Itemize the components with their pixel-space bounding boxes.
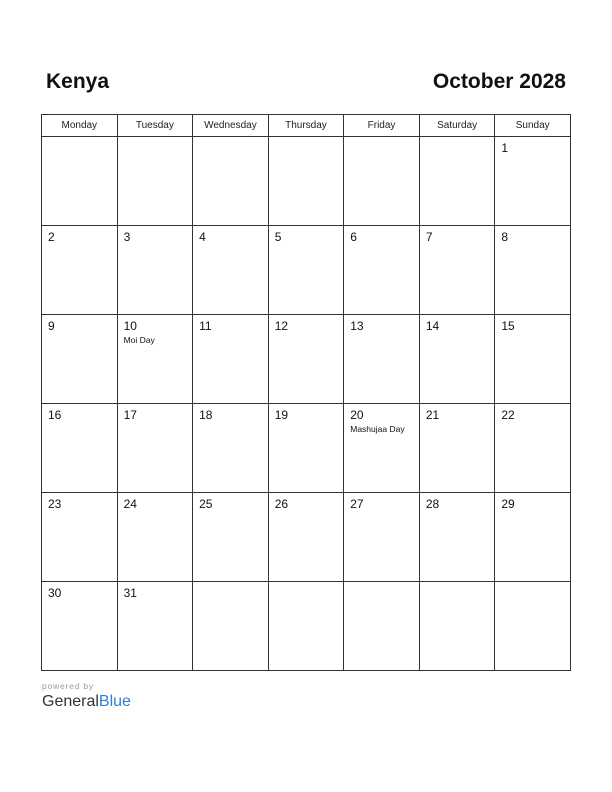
weekday-friday: Friday — [344, 115, 420, 137]
day-number: 7 — [425, 230, 433, 244]
empty-day-cell — [42, 137, 118, 226]
day-cell — [193, 226, 269, 315]
day-number: 26 — [274, 497, 289, 511]
weekday-monday: Monday — [42, 115, 118, 137]
day-number: 20 — [350, 408, 364, 422]
day-number: 6 — [350, 230, 357, 244]
weekday-header-row — [42, 115, 571, 137]
day-cell — [344, 315, 420, 404]
footer — [42, 681, 131, 711]
day-cell — [268, 315, 344, 404]
brand-blue: Blue — [98, 693, 131, 710]
calendar-body — [42, 137, 571, 671]
day-cell — [42, 582, 118, 671]
day-number: 4 — [199, 230, 206, 244]
day-number: 10 — [123, 319, 137, 333]
day-number: 5 — [274, 230, 282, 244]
day-number: 28 — [425, 497, 440, 511]
day-cell — [193, 404, 269, 493]
weekday-tuesday: Tuesday — [117, 115, 193, 137]
calendar-week-row — [42, 582, 571, 671]
day-cell — [419, 493, 495, 582]
day-number: 11 — [199, 319, 212, 333]
empty-day-cell — [117, 137, 193, 226]
day-number: 1 — [501, 141, 509, 155]
generalblue-logo[interactable] — [42, 693, 131, 711]
day-cell — [193, 315, 269, 404]
day-cell — [117, 582, 193, 671]
weekday-thursday: Thursday — [268, 115, 344, 137]
calendar-week-row — [42, 226, 571, 315]
empty-day-cell — [495, 582, 571, 671]
day-number: 27 — [350, 497, 364, 511]
calendar-header — [46, 70, 566, 100]
day-number: 15 — [501, 319, 515, 333]
day-number: 22 — [501, 408, 515, 422]
day-cell — [344, 493, 420, 582]
holiday-label: Mashujaa Day — [350, 424, 405, 434]
day-number: 2 — [48, 230, 55, 244]
day-number: 8 — [501, 230, 509, 244]
day-cell — [117, 226, 193, 315]
day-number: 3 — [123, 230, 131, 244]
day-cell — [419, 226, 495, 315]
day-cell — [419, 315, 495, 404]
day-number: 13 — [350, 319, 364, 333]
day-cell — [42, 493, 118, 582]
empty-day-cell — [268, 582, 344, 671]
day-cell — [42, 404, 118, 493]
day-cell — [495, 404, 571, 493]
day-number: 18 — [199, 408, 213, 422]
empty-day-cell — [419, 582, 495, 671]
day-number: 31 — [123, 586, 137, 600]
day-cell — [344, 226, 420, 315]
day-cell — [193, 493, 269, 582]
empty-day-cell — [344, 582, 420, 671]
day-cell — [495, 315, 571, 404]
day-number: 23 — [48, 497, 62, 511]
day-number: 14 — [425, 319, 440, 333]
day-cell — [268, 493, 344, 582]
day-cell — [117, 404, 193, 493]
holiday-label: Moi Day — [123, 335, 155, 345]
country-title: Kenya — [46, 70, 110, 93]
day-cell — [419, 404, 495, 493]
empty-day-cell — [193, 137, 269, 226]
weekday-wednesday: Wednesday — [193, 115, 269, 137]
day-cell — [344, 404, 420, 493]
day-number: 24 — [123, 497, 137, 511]
calendar-week-row — [42, 315, 571, 404]
calendar-grid — [41, 114, 571, 671]
day-cell — [495, 493, 571, 582]
empty-day-cell — [344, 137, 420, 226]
day-cell — [117, 493, 193, 582]
day-number: 9 — [48, 319, 55, 333]
month-year-title: October 2028 — [432, 70, 566, 93]
day-number: 19 — [274, 408, 289, 422]
powered-by-text: powered by — [42, 681, 94, 691]
brand-general: General — [42, 693, 99, 710]
day-number: 29 — [501, 497, 515, 511]
day-cell — [42, 315, 118, 404]
day-number: 25 — [199, 497, 213, 511]
calendar-week-row — [42, 493, 571, 582]
weekday-sunday: Sunday — [495, 115, 571, 137]
calendar-week-row — [42, 137, 571, 226]
day-cell — [268, 404, 344, 493]
empty-day-cell — [193, 582, 269, 671]
day-cell — [268, 226, 344, 315]
day-number: 21 — [425, 408, 440, 422]
calendar-week-row — [42, 404, 571, 493]
day-number: 17 — [123, 408, 137, 422]
day-number: 12 — [274, 319, 289, 333]
day-number: 16 — [48, 408, 62, 422]
empty-day-cell — [419, 137, 495, 226]
weekday-saturday: Saturday — [419, 115, 495, 137]
day-cell — [495, 226, 571, 315]
day-cell — [495, 137, 571, 226]
day-number: 30 — [48, 586, 62, 600]
day-cell — [42, 226, 118, 315]
empty-day-cell — [268, 137, 344, 226]
day-cell — [117, 315, 193, 404]
